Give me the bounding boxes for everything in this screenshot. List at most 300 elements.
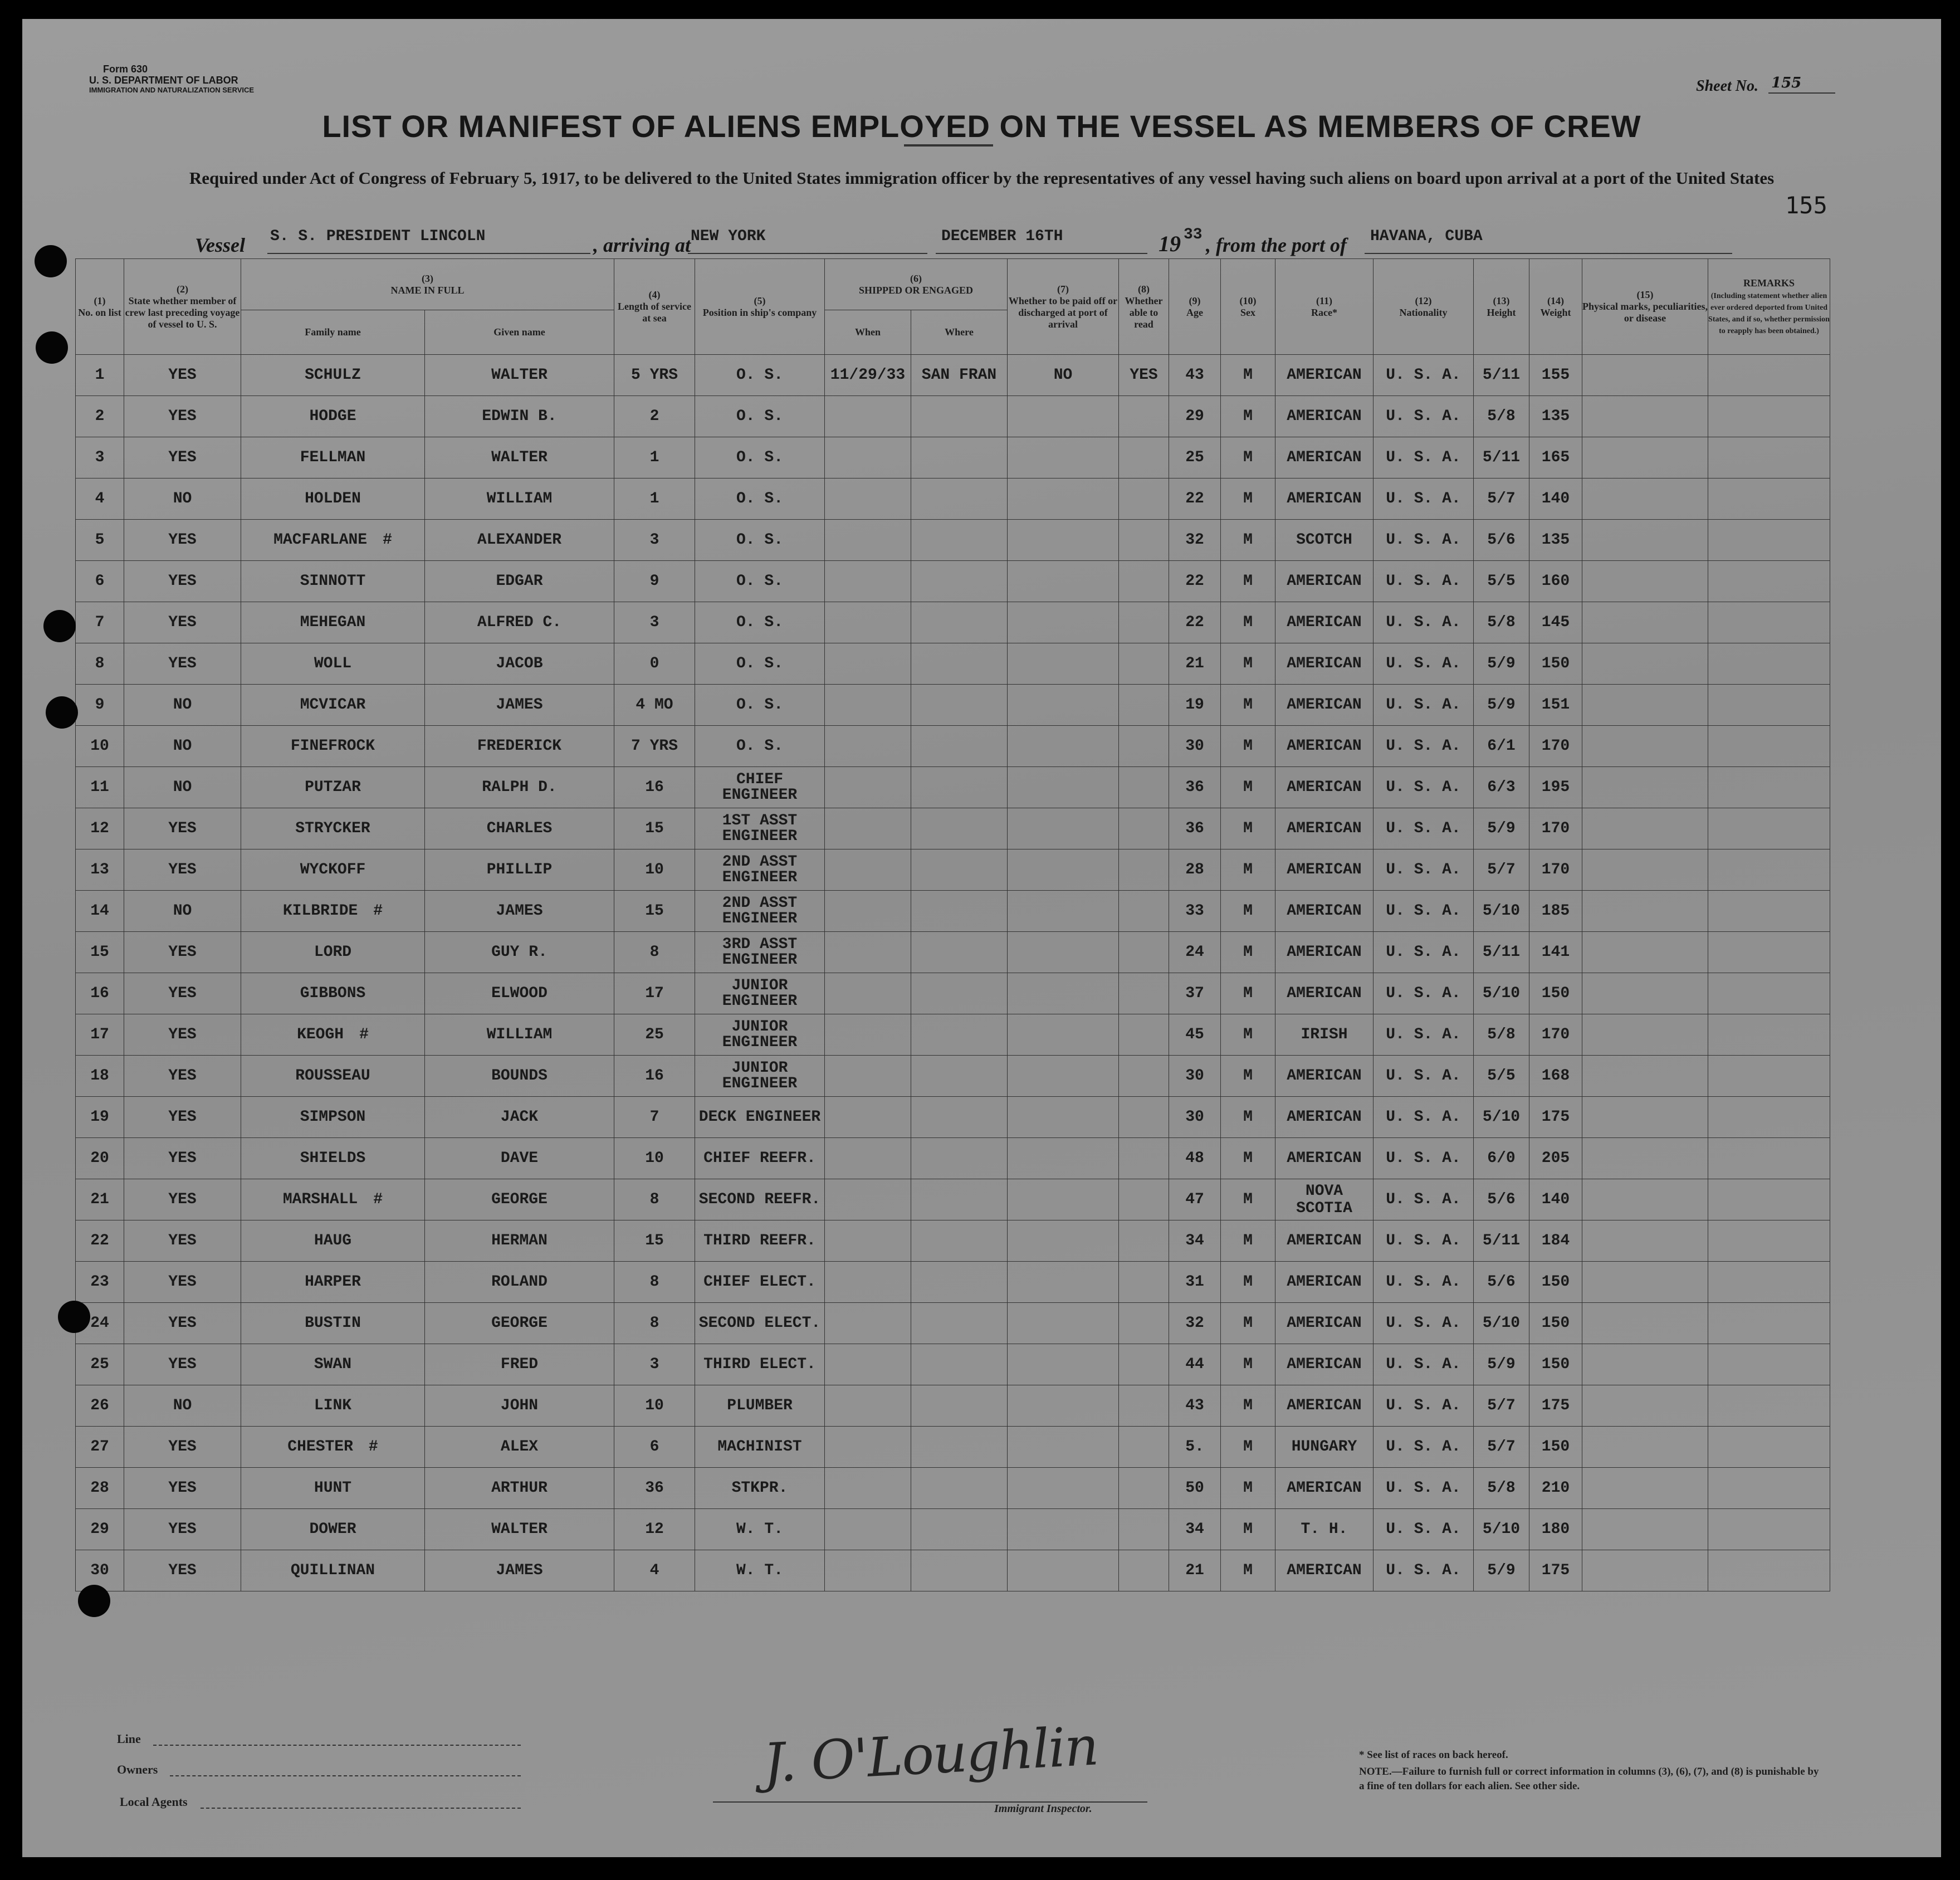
- cell-race: AMERICAN: [1275, 1303, 1374, 1344]
- cell-row-number: 24: [76, 1303, 124, 1344]
- cell-weight: 185: [1529, 891, 1582, 932]
- cell-service-length: 17: [614, 973, 695, 1014]
- cell-age: 32: [1169, 1303, 1221, 1344]
- cell-sex: M: [1221, 602, 1275, 643]
- document-title: LIST OR MANIFEST OF ALIENS EMPLOYED ON THE VESSEL AS MEMBERS OF CREW: [322, 109, 1641, 144]
- cell-given-name: ALEXANDER: [425, 520, 614, 561]
- cell-weight: 160: [1529, 561, 1582, 602]
- form-number: Form 630: [103, 64, 148, 75]
- cell-row-number: 19: [76, 1097, 124, 1138]
- cell-able-to-read: [1119, 1550, 1169, 1591]
- cell-paid-off: [1008, 602, 1119, 643]
- cell-nationality: U. S. A.: [1374, 1427, 1474, 1468]
- cell-shipped-when: [825, 1056, 911, 1097]
- cell-shipped-where: [911, 561, 1008, 602]
- cell-race: NOVA SCOTIA: [1275, 1179, 1374, 1220]
- cell-nationality: U. S. A.: [1374, 1344, 1474, 1385]
- cell-shipped-where: [911, 1385, 1008, 1427]
- cell-race: AMERICAN: [1275, 1344, 1374, 1385]
- cell-previous-voyage: YES: [124, 602, 241, 643]
- cell-sex: M: [1221, 1220, 1275, 1262]
- cell-position: O. S.: [695, 643, 825, 685]
- column-header-name: (3) NAME IN FULL: [241, 259, 614, 310]
- cell-remarks: [1708, 643, 1830, 685]
- cell-remarks: [1708, 1303, 1830, 1344]
- cell-able-to-read: [1119, 1344, 1169, 1385]
- cell-paid-off: NO: [1008, 355, 1119, 396]
- cell-weight: 175: [1529, 1550, 1582, 1591]
- cell-remarks: [1708, 891, 1830, 932]
- cell-previous-voyage: YES: [124, 932, 241, 973]
- cell-physical-marks: [1582, 1344, 1708, 1385]
- cell-shipped-when: [825, 685, 911, 726]
- cell-given-name: ELWOOD: [425, 973, 614, 1014]
- department-name: U. S. DEPARTMENT OF LABOR: [89, 75, 238, 86]
- cell-physical-marks: [1582, 355, 1708, 396]
- cell-race: AMERICAN: [1275, 643, 1374, 685]
- cell-race: AMERICAN: [1275, 1056, 1374, 1097]
- cell-weight: 205: [1529, 1138, 1582, 1179]
- cell-age: 44: [1169, 1344, 1221, 1385]
- cell-race: AMERICAN: [1275, 1550, 1374, 1591]
- cell-age: 36: [1169, 808, 1221, 849]
- cell-row-number: 22: [76, 1220, 124, 1262]
- cell-sex: M: [1221, 1550, 1275, 1591]
- cell-race: HUNGARY: [1275, 1427, 1374, 1468]
- cell-shipped-when: [825, 1097, 911, 1138]
- cell-race: AMERICAN: [1275, 1138, 1374, 1179]
- cell-able-to-read: [1119, 396, 1169, 437]
- cell-nationality: U. S. A.: [1374, 437, 1474, 478]
- cell-row-number: 14: [76, 891, 124, 932]
- cell-age: 25: [1169, 437, 1221, 478]
- cell-shipped-when: [825, 1427, 911, 1468]
- cell-nationality: U. S. A.: [1374, 1550, 1474, 1591]
- cell-able-to-read: [1119, 1468, 1169, 1509]
- cell-physical-marks: [1582, 1509, 1708, 1550]
- column-header-age: (9) Age: [1169, 259, 1221, 355]
- cell-height: 5/9: [1474, 808, 1529, 849]
- cell-height: 6/1: [1474, 726, 1529, 767]
- cell-shipped-where: [911, 849, 1008, 891]
- cell-family-name: [241, 891, 425, 932]
- cell-nationality: U. S. A.: [1374, 932, 1474, 973]
- cell-service-length: 3: [614, 602, 695, 643]
- cell-service-length: 15: [614, 1220, 695, 1262]
- cell-family-name: WOLL: [241, 643, 425, 685]
- cell-shipped-where: [911, 767, 1008, 808]
- table-row: [76, 685, 1830, 726]
- cell-height: 5/5: [1474, 561, 1529, 602]
- cell-shipped-where: [911, 1550, 1008, 1591]
- cell-height: 5/8: [1474, 1014, 1529, 1056]
- cell-physical-marks: [1582, 726, 1708, 767]
- cell-weight: 175: [1529, 1097, 1582, 1138]
- cell-remarks: [1708, 396, 1830, 437]
- cell-remarks: [1708, 602, 1830, 643]
- cell-remarks: [1708, 932, 1830, 973]
- cell-row-number: 8: [76, 643, 124, 685]
- cell-given-name: ARTHUR: [425, 1468, 614, 1509]
- table-row: [76, 1468, 1830, 1509]
- cell-weight: 170: [1529, 1014, 1582, 1056]
- cell-physical-marks: [1582, 1179, 1708, 1220]
- cell-sex: M: [1221, 1097, 1275, 1138]
- cell-shipped-when: [825, 437, 911, 478]
- cell-remarks: [1708, 355, 1830, 396]
- cell-service-length: 4 MO: [614, 685, 695, 726]
- cell-race: AMERICAN: [1275, 1220, 1374, 1262]
- cell-able-to-read: [1119, 643, 1169, 685]
- cell-given-name: WILLIAM: [425, 478, 614, 520]
- cell-race: AMERICAN: [1275, 437, 1374, 478]
- cell-position: 3RD ASST ENGINEER: [695, 932, 825, 973]
- column-header-paid-off: (7) Whether to be paid off or discharged at port of arrival: [1008, 259, 1119, 355]
- table-row: [76, 1427, 1830, 1468]
- cell-shipped-when: [825, 1385, 911, 1427]
- column-header-physical-marks: (15) Physical marks, peculiarities, or disease: [1582, 259, 1708, 355]
- table-row: [76, 1056, 1830, 1097]
- cell-weight: 170: [1529, 726, 1582, 767]
- column-header-family-name: Family name: [241, 310, 425, 355]
- cell-weight: 150: [1529, 1427, 1582, 1468]
- cell-weight: 145: [1529, 602, 1582, 643]
- cell-family-name: FELLMAN: [241, 437, 425, 478]
- cell-race: IRISH: [1275, 1014, 1374, 1056]
- cell-able-to-read: [1119, 1138, 1169, 1179]
- cell-physical-marks: [1582, 478, 1708, 520]
- cell-service-length: 36: [614, 1468, 695, 1509]
- cell-physical-marks: [1582, 808, 1708, 849]
- line-label: Line: [117, 1732, 141, 1746]
- cell-shipped-when: [825, 1344, 911, 1385]
- cell-nationality: U. S. A.: [1374, 767, 1474, 808]
- cell-age: 43: [1169, 1385, 1221, 1427]
- cell-weight: 151: [1529, 685, 1582, 726]
- cell-given-name: HERMAN: [425, 1220, 614, 1262]
- cell-row-number: 17: [76, 1014, 124, 1056]
- cell-remarks: [1708, 767, 1830, 808]
- cell-shipped-where: [911, 1262, 1008, 1303]
- cell-physical-marks: [1582, 1014, 1708, 1056]
- cell-age: 34: [1169, 1220, 1221, 1262]
- cell-row-number: 16: [76, 973, 124, 1014]
- service-name: IMMIGRATION AND NATURALIZATION SERVICE: [89, 86, 255, 94]
- table-row: [76, 767, 1830, 808]
- cell-sex: M: [1221, 1468, 1275, 1509]
- cell-shipped-when: [825, 973, 911, 1014]
- cell-service-length: 8: [614, 1179, 695, 1220]
- cell-paid-off: [1008, 1056, 1119, 1097]
- cell-physical-marks: [1582, 1550, 1708, 1591]
- cell-row-number: 5: [76, 520, 124, 561]
- cell-previous-voyage: YES: [124, 1468, 241, 1509]
- cell-shipped-where: [911, 1220, 1008, 1262]
- table-row: [76, 602, 1830, 643]
- cell-previous-voyage: NO: [124, 685, 241, 726]
- cell-row-number: 12: [76, 808, 124, 849]
- cell-given-name: JAMES: [425, 685, 614, 726]
- cell-service-length: 6: [614, 1427, 695, 1468]
- cell-able-to-read: [1119, 1509, 1169, 1550]
- cell-weight: 175: [1529, 1385, 1582, 1427]
- column-header-where: Where: [911, 310, 1008, 355]
- cell-weight: 150: [1529, 1303, 1582, 1344]
- arrival-port: NEW YORK: [691, 228, 766, 245]
- cell-nationality: U. S. A.: [1374, 685, 1474, 726]
- cell-race: AMERICAN: [1275, 1097, 1374, 1138]
- cell-position: 1ST ASST ENGINEER: [695, 808, 825, 849]
- crew-rows: [76, 355, 1830, 1591]
- year-prefix: 19: [1159, 231, 1181, 256]
- cell-position: SECOND ELECT.: [695, 1303, 825, 1344]
- cell-able-to-read: YES: [1119, 355, 1169, 396]
- cell-service-length: 5 YRS: [614, 355, 695, 396]
- cell-race: AMERICAN: [1275, 973, 1374, 1014]
- cell-family-name: SINNOTT: [241, 561, 425, 602]
- table-row: [76, 1220, 1830, 1262]
- cell-service-length: 16: [614, 767, 695, 808]
- cell-shipped-when: [825, 932, 911, 973]
- cell-family-name: BUSTIN: [241, 1303, 425, 1344]
- table-row: [76, 561, 1830, 602]
- cell-nationality: U. S. A.: [1374, 1303, 1474, 1344]
- cell-given-name: JAMES: [425, 1550, 614, 1591]
- binder-hole: [36, 331, 68, 364]
- annotation-mark: #: [368, 1438, 378, 1456]
- cell-given-name: GEORGE: [425, 1303, 614, 1344]
- column-header-race: (11) Race*: [1275, 259, 1374, 355]
- cell-given-name: JACK: [425, 1097, 614, 1138]
- sheet-number: 155: [1771, 75, 1802, 91]
- table-row: [76, 1138, 1830, 1179]
- cell-paid-off: [1008, 1220, 1119, 1262]
- cell-height: 5/11: [1474, 437, 1529, 478]
- cell-previous-voyage: YES: [124, 1344, 241, 1385]
- cell-service-length: 10: [614, 849, 695, 891]
- table-row: [76, 726, 1830, 767]
- cell-service-length: 16: [614, 1056, 695, 1097]
- cell-position: SECOND REEFR.: [695, 1179, 825, 1220]
- from-port-label: , from the port of: [1206, 234, 1347, 256]
- table-row: [76, 973, 1830, 1014]
- cell-shipped-where: [911, 396, 1008, 437]
- cell-physical-marks: [1582, 891, 1708, 932]
- cell-position: 2ND ASST ENGINEER: [695, 849, 825, 891]
- cell-remarks: [1708, 808, 1830, 849]
- table-row: [76, 1179, 1830, 1220]
- cell-sex: M: [1221, 849, 1275, 891]
- cell-paid-off: [1008, 767, 1119, 808]
- cell-service-length: 0: [614, 643, 695, 685]
- cell-sex: M: [1221, 891, 1275, 932]
- cell-remarks: [1708, 1509, 1830, 1550]
- cell-given-name: GUY R.: [425, 932, 614, 973]
- cell-nationality: U. S. A.: [1374, 643, 1474, 685]
- cell-shipped-when: [825, 1468, 911, 1509]
- cell-height: 6/0: [1474, 1138, 1529, 1179]
- cell-remarks: [1708, 1427, 1830, 1468]
- cell-service-length: 9: [614, 561, 695, 602]
- table-row: [76, 1385, 1830, 1427]
- cell-race: AMERICAN: [1275, 355, 1374, 396]
- cell-row-number: 26: [76, 1385, 124, 1427]
- cell-weight: 140: [1529, 478, 1582, 520]
- cell-remarks: [1708, 1468, 1830, 1509]
- cell-paid-off: [1008, 1179, 1119, 1220]
- cell-sex: M: [1221, 973, 1275, 1014]
- arriving-label: , arriving at: [593, 234, 691, 256]
- cell-position: CHIEF ELECT.: [695, 1262, 825, 1303]
- cell-paid-off: [1008, 1303, 1119, 1344]
- cell-family-name: DOWER: [241, 1509, 425, 1550]
- cell-family-name: LINK: [241, 1385, 425, 1427]
- cell-sex: M: [1221, 932, 1275, 973]
- cell-race: AMERICAN: [1275, 396, 1374, 437]
- cell-row-number: 13: [76, 849, 124, 891]
- column-header-shipped: (6) SHIPPED OR ENGAGED: [825, 259, 1008, 310]
- cell-shipped-when: [825, 561, 911, 602]
- cell-position: O. S.: [695, 437, 825, 478]
- cell-able-to-read: [1119, 520, 1169, 561]
- cell-age: 43: [1169, 355, 1221, 396]
- cell-given-name: WALTER: [425, 355, 614, 396]
- cell-weight: 180: [1529, 1509, 1582, 1550]
- cell-able-to-read: [1119, 1427, 1169, 1468]
- table-row: [76, 1509, 1830, 1550]
- cell-age: 36: [1169, 767, 1221, 808]
- cell-shipped-where: [911, 1138, 1008, 1179]
- cell-sex: M: [1221, 726, 1275, 767]
- cell-paid-off: [1008, 1468, 1119, 1509]
- cell-service-length: 15: [614, 891, 695, 932]
- cell-position: MACHINIST: [695, 1427, 825, 1468]
- cell-weight: 150: [1529, 643, 1582, 685]
- cell-position: CHIEF REEFR.: [695, 1138, 825, 1179]
- cell-nationality: U. S. A.: [1374, 1014, 1474, 1056]
- cell-physical-marks: [1582, 396, 1708, 437]
- cell-weight: 150: [1529, 1344, 1582, 1385]
- cell-paid-off: [1008, 1262, 1119, 1303]
- cell-able-to-read: [1119, 437, 1169, 478]
- cell-height: 5/6: [1474, 1262, 1529, 1303]
- cell-race: T. H.: [1275, 1509, 1374, 1550]
- page-number: 155: [1785, 192, 1827, 219]
- cell-remarks: [1708, 1179, 1830, 1220]
- cell-row-number: 15: [76, 932, 124, 973]
- cell-shipped-where: [911, 726, 1008, 767]
- cell-previous-voyage: NO: [124, 478, 241, 520]
- cell-paid-off: [1008, 1097, 1119, 1138]
- cell-weight: 170: [1529, 808, 1582, 849]
- cell-position: CHIEF ENGINEER: [695, 767, 825, 808]
- cell-remarks: [1708, 1220, 1830, 1262]
- cell-service-length: 25: [614, 1014, 695, 1056]
- annotation-mark: #: [383, 531, 392, 549]
- cell-position: STKPR.: [695, 1468, 825, 1509]
- cell-service-length: 10: [614, 1385, 695, 1427]
- cell-family-name: FINEFROCK: [241, 726, 425, 767]
- cell-age: 50: [1169, 1468, 1221, 1509]
- table-row: [76, 355, 1830, 396]
- cell-given-name: RALPH D.: [425, 767, 614, 808]
- cell-height: 5/7: [1474, 1385, 1529, 1427]
- cell-service-length: 10: [614, 1138, 695, 1179]
- family-name-text: MARSHALL: [282, 1191, 358, 1208]
- cell-row-number: 21: [76, 1179, 124, 1220]
- column-header-sex: (10) Sex: [1221, 259, 1275, 355]
- cell-age: 21: [1169, 1550, 1221, 1591]
- cell-age: 31: [1169, 1262, 1221, 1303]
- cell-age: 30: [1169, 726, 1221, 767]
- cell-nationality: U. S. A.: [1374, 1179, 1474, 1220]
- cell-previous-voyage: NO: [124, 1385, 241, 1427]
- cell-height: 5/7: [1474, 1427, 1529, 1468]
- cell-nationality: U. S. A.: [1374, 1385, 1474, 1427]
- cell-sex: M: [1221, 1427, 1275, 1468]
- column-header-service: (4) Length of service at sea: [614, 259, 695, 355]
- cell-nationality: U. S. A.: [1374, 808, 1474, 849]
- cell-shipped-where: [911, 932, 1008, 973]
- cell-remarks: [1708, 1097, 1830, 1138]
- cell-row-number: 11: [76, 767, 124, 808]
- cell-able-to-read: [1119, 478, 1169, 520]
- cell-paid-off: [1008, 1509, 1119, 1550]
- cell-age: 47: [1169, 1179, 1221, 1220]
- cell-physical-marks: [1582, 520, 1708, 561]
- cell-shipped-when: [825, 1303, 911, 1344]
- cell-service-length: 15: [614, 808, 695, 849]
- cell-previous-voyage: NO: [124, 767, 241, 808]
- cell-age: 22: [1169, 561, 1221, 602]
- cell-nationality: U. S. A.: [1374, 1138, 1474, 1179]
- cell-remarks: [1708, 726, 1830, 767]
- cell-shipped-where: [911, 1344, 1008, 1385]
- cell-given-name: JACOB: [425, 643, 614, 685]
- cell-row-number: 28: [76, 1468, 124, 1509]
- cell-position: W. T.: [695, 1509, 825, 1550]
- cell-sex: M: [1221, 520, 1275, 561]
- cell-height: 5/10: [1474, 1509, 1529, 1550]
- cell-previous-voyage: YES: [124, 808, 241, 849]
- cell-age: 33: [1169, 891, 1221, 932]
- cell-family-name: QUILLINAN: [241, 1550, 425, 1591]
- cell-family-name: [241, 1014, 425, 1056]
- cell-position: O. S.: [695, 520, 825, 561]
- cell-shipped-when: [825, 808, 911, 849]
- cell-age: 34: [1169, 1509, 1221, 1550]
- cell-service-length: 1: [614, 437, 695, 478]
- cell-paid-off: [1008, 396, 1119, 437]
- cell-physical-marks: [1582, 602, 1708, 643]
- cell-given-name: WALTER: [425, 1509, 614, 1550]
- cell-previous-voyage: YES: [124, 1097, 241, 1138]
- cell-nationality: U. S. A.: [1374, 1468, 1474, 1509]
- column-header-nationality: (12) Nationality: [1374, 259, 1474, 355]
- cell-weight: 135: [1529, 520, 1582, 561]
- table-row: [76, 478, 1830, 520]
- cell-able-to-read: [1119, 849, 1169, 891]
- cell-sex: M: [1221, 1262, 1275, 1303]
- cell-row-number: 18: [76, 1056, 124, 1097]
- binder-hole: [58, 1301, 90, 1333]
- cell-paid-off: [1008, 849, 1119, 891]
- cell-shipped-when: [825, 1262, 911, 1303]
- cell-family-name: SCHULZ: [241, 355, 425, 396]
- cell-height: 5/9: [1474, 685, 1529, 726]
- cell-weight: 155: [1529, 355, 1582, 396]
- cell-sex: M: [1221, 643, 1275, 685]
